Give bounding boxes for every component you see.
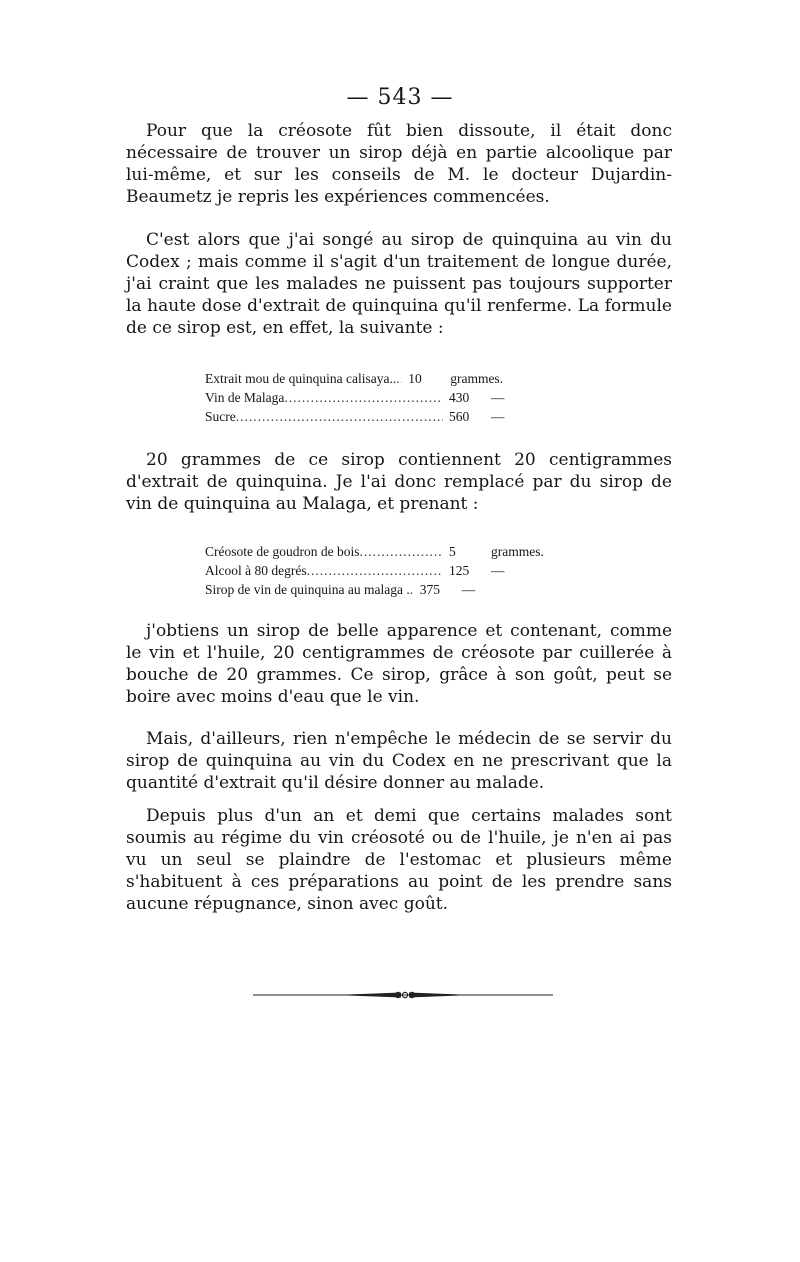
ingredient-name: Sirop de vin de quinquina au malaga . bbox=[205, 582, 410, 597]
ingredient-quantity: 560 bbox=[449, 409, 470, 424]
paragraph-4 bbox=[126, 620, 672, 708]
recipe-table-1 bbox=[205, 369, 565, 426]
recipe-row bbox=[205, 561, 565, 580]
ingredient-quantity: 10 bbox=[408, 371, 422, 386]
paragraph-text: Mais, d'ailleurs, rien n'empêche le médecin de se servir du sirop de quinquina au vin du Codex en ne prescrivant que la quantité d'extrait qu'il désire donner au malade. bbox=[126, 729, 672, 793]
recipe-row bbox=[205, 388, 565, 407]
ingredient-unit: — bbox=[461, 582, 476, 597]
recipe-table-2 bbox=[205, 542, 565, 599]
dot-leader bbox=[284, 388, 443, 407]
dot-leader bbox=[307, 561, 443, 580]
ingredient-unit: — bbox=[491, 409, 505, 424]
recipe-row bbox=[205, 580, 565, 599]
ingredient-name: Vin de Malaga bbox=[205, 390, 285, 405]
paragraph-text: j'obtiens un sirop de belle apparence et contenant, comme le vin et l'huile, 20 centigrammes de créosote par cuillerée à bouche de 20 grammes. Ce sirop, grâce à son goût, peut se boire avec moins d'eau que le vin. bbox=[126, 621, 672, 707]
dot-leader bbox=[236, 407, 443, 426]
ingredient-name: Créosote de goudron de bois bbox=[205, 544, 360, 559]
ingredient-name: Sucre bbox=[205, 409, 236, 424]
ingredient-unit: grammes. bbox=[491, 544, 544, 559]
paragraph-3 bbox=[126, 449, 672, 515]
paragraph-text: Depuis plus d'un an et demi que certains malades sont soumis au régime du vin créosoté ou de l'huile, je n'en ai pas vu un seul se plaindre de l'estomac et plusieurs même s'habituent à ces préparations au point de les prendre sans aucune répugnance, sinon avec goût. bbox=[126, 806, 672, 914]
dot-leader bbox=[359, 542, 443, 561]
recipe-row bbox=[205, 369, 565, 388]
ingredient-quantity: 125 bbox=[449, 563, 470, 578]
ingredient-name: Alcool à 80 degrés bbox=[205, 563, 307, 578]
paragraph-text: 20 grammes de ce sirop contiennent 20 centigrammes d'extrait de quinquina. Je l'ai donc remplacé par du sirop de vin de quinquina au Malaga, et prenant : bbox=[126, 450, 672, 514]
paragraph-text: Pour que la créosote fût bien dissoute, il était donc nécessaire de trouver un sirop déjà en partie alcoolique par lui-même, et sur les conseils de M. le docteur Dujardin-Beaumetz je repris les expériences commencées. bbox=[126, 121, 672, 207]
ingredient-quantity: 430 bbox=[449, 390, 470, 405]
ingredient-unit: — bbox=[491, 390, 505, 405]
paragraph-2 bbox=[126, 229, 672, 339]
recipe-row bbox=[205, 542, 565, 561]
paragraph-text: C'est alors que j'ai songé au sirop de quinquina au vin du Codex ; mais comme il s'agit d'un traitement de longue durée, j'ai craint que les malades ne puissent pas toujours supporter la haute dose d'extrait de quinquina qu'il renferme. La formule de ce sirop est, en effet, la suivante : bbox=[126, 230, 672, 338]
ingredient-quantity: 375 bbox=[419, 582, 440, 597]
ingredient-quantity: 5 bbox=[449, 544, 456, 559]
recipe-row bbox=[205, 407, 565, 426]
paragraph-6 bbox=[126, 805, 672, 915]
ingredient-unit: grammes. bbox=[450, 371, 504, 386]
ingredient-name: Extrait mou de quinquina calisaya.. bbox=[205, 371, 397, 386]
page-number: — 543 — bbox=[346, 85, 454, 110]
decorative-rule bbox=[253, 990, 553, 1000]
paragraph-5 bbox=[126, 728, 672, 794]
paragraph-1 bbox=[126, 120, 672, 208]
ingredient-unit: — bbox=[491, 563, 505, 578]
